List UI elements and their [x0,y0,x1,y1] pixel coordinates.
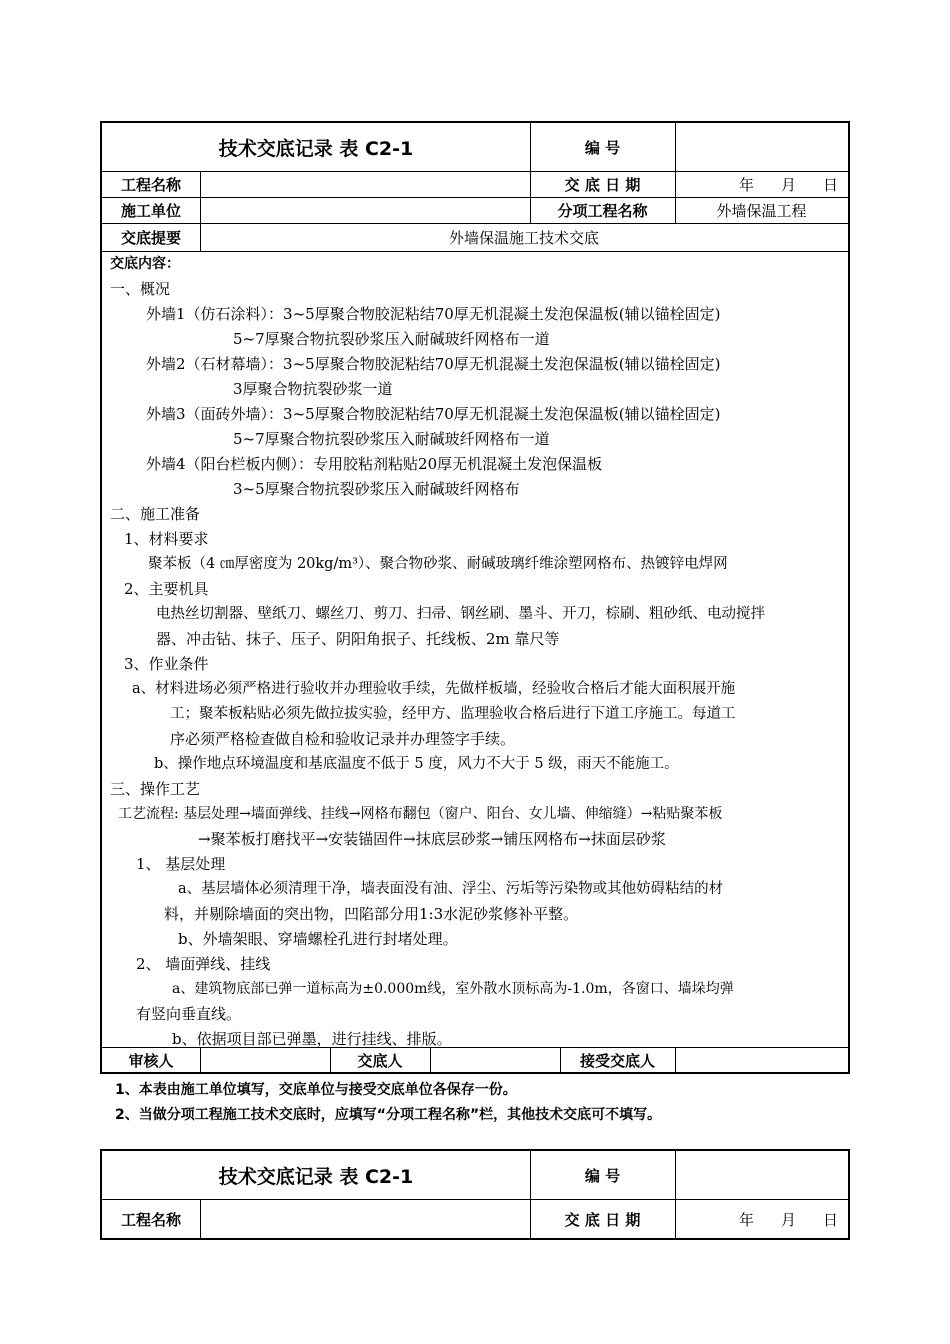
summary-field[interactable]: 外墙保温施工技术交底 [448,229,599,247]
receiver-field[interactable] [675,1048,848,1072]
content-line: 外墙2（石材幕墙）：3~5厚聚合物胶泥粘结70厚无机混凝土发泡保温板(辅以锚栓固定) [146,355,721,373]
content-line: 料，并剔除墙面的突出物，凹陷部分用1:3水泥砂浆修补平整。 [164,905,579,923]
form-title: 技术交底记录 表 C2-1 [218,137,414,160]
content-line: 序必须严格检查做自检和验收记录并办理签字手续。 [170,730,516,748]
receiver-label: 接受交底人 [579,1051,655,1070]
date-day-2: 日 [823,1210,839,1229]
summary-row [102,223,848,251]
project-name-field[interactable] [200,172,530,197]
date-field[interactable] [675,172,848,197]
content-line: 外墙4（阳台栏板内侧）：专用胶粘剂粘贴20厚无机混凝土发泡保温板 [146,455,603,473]
content-line: a、基层墙体必须清理干净，墙表面没有油、浮尘、污垢等污染物或其他妨碍粘结的材 [178,881,724,897]
content-line: 器、冲击钻、抹子、压子、阴阳角抿子、托线板、2m 靠尺等 [156,630,560,648]
content-line: 1、材料要求 [124,530,209,548]
content-line: 外墙3（面砖外墙）：3~5厚聚合物胶泥粘结70厚无机混凝土发泡保温板(辅以锚栓固定) [146,405,721,423]
project-name-row [102,171,848,197]
project-name-label-2: 工程名称 [120,1210,181,1229]
date-day: 日 [823,176,839,194]
number-label-2: 编 号 [584,1166,621,1185]
content-line: b、外墙架眼、穿墙螺栓孔进行封堵处理。 [178,930,458,948]
number-field-2[interactable] [675,1151,848,1199]
project-name-field-2[interactable] [200,1200,530,1238]
content-line: 3、作业条件 [124,655,209,673]
sub-project-label: 分项工程名称 [557,202,648,220]
number-field[interactable] [675,123,848,171]
content-line: 一、概况 [110,280,171,298]
content-line: 三、操作工艺 [110,780,201,798]
reviewer-field[interactable] [200,1048,330,1072]
content-line: a、材料进场必须严格进行验收并办理验收手续，先做样板墙，经验收合格后才能大面积展开施 [132,681,736,697]
unit-row [102,197,848,223]
project-name-label: 工程名称 [120,176,181,194]
note-1: 1、本表由施工单位填写，交底单位与接受交底单位各保存一份。 [115,1082,517,1098]
note-2: 2、当做分项工程施工技术交底时，应填写“分项工程名称”栏，其他技术交底可不填写。 [115,1107,662,1123]
content-line: 外墙1（仿石涂料）：3~5厚聚合物胶泥粘结70厚无机混凝土发泡保温板(辅以锚栓固定) [146,305,721,323]
date-label-2: 交 底 日 期 [564,1210,641,1229]
content-line: 工；聚苯板粘贴必须先做拉拔实验，经甲方、监理验收合格后进行下道工序施工。每道工 [170,706,736,722]
reviewer-label: 审核人 [128,1051,174,1070]
unit-field[interactable] [200,198,530,223]
content-line: b、依据项目部已弹墨，进行挂线、排版。 [172,1030,452,1048]
project-name-row-2 [102,1199,848,1238]
date-month: 月 [781,176,797,194]
content-line: b、操作地点环境温度和基底温度不低于 5 度，风力不大于 5 级，雨天不能施工。 [154,756,679,772]
content-line: 有竖向垂直线。 [136,1005,242,1023]
signature-row [102,1047,848,1072]
discloser-field[interactable] [430,1048,560,1072]
content-line: 工艺流程: 基层处理→墙面弹线、挂线→网格布翻包（窗户、阳台、女儿墙、伸缩缝）→粘贴聚苯板 [118,806,723,822]
summary-label: 交底提要 [120,229,181,247]
content-line: 聚苯板（4 ㎝厚密度为 20kg/m³）、聚合物砂浆、耐碱玻璃纤维涂塑网格布、热镀锌电焊网 [148,556,728,572]
content-line: 2、 墙面弹线、挂线 [136,955,271,973]
content-line: 5~7厚聚合物抗裂砂浆压入耐碱玻纤网格布一道 [233,430,550,448]
disclosure-form-2 [100,1149,850,1240]
form-title-2: 技术交底记录 表 C2-1 [218,1165,414,1188]
sub-project-field[interactable]: 外墙保温工程 [716,202,807,220]
date-field-2[interactable] [675,1200,848,1238]
content-area [102,251,848,1047]
content-line: 二、施工准备 [110,505,201,523]
date-year: 年 [739,176,755,194]
unit-label: 施工单位 [120,202,181,220]
date-label: 交 底 日 期 [564,176,641,194]
title-row-2 [102,1151,848,1199]
title-row [102,123,848,171]
content-line: 3厚聚合物抗裂砂浆一道 [233,380,393,398]
disclosure-form [100,121,850,1074]
content-line: 1、 基层处理 [136,855,226,873]
date-year-2: 年 [739,1210,755,1229]
content-line: 电热丝切割器、壁纸刀、螺丝刀、剪刀、扫帚、钢丝刷、墨斗、开刀，棕刷、粗砂纸、电动搅拌 [156,606,765,622]
content-line: 3~5厚聚合物抗裂砂浆压入耐碱玻纤网格布 [233,480,520,498]
content-line: →聚苯板打磨找平→安装锚固件→抹底层砂浆→铺压网格布→抹面层砂浆 [198,830,666,848]
content-heading: 交底内容： [110,256,180,272]
date-month-2: 月 [781,1210,797,1229]
discloser-label: 交底人 [357,1051,403,1070]
number-label: 编 号 [584,138,621,157]
content-line: 2、主要机具 [124,580,209,598]
content-line: a、建筑物底部已弹一道标高为±0.000m线，室外散水顶标高为-1.0m，各窗口、墙垛均弹 [172,981,734,997]
content-line: 5~7厚聚合物抗裂砂浆压入耐碱玻纤网格布一道 [233,330,550,348]
